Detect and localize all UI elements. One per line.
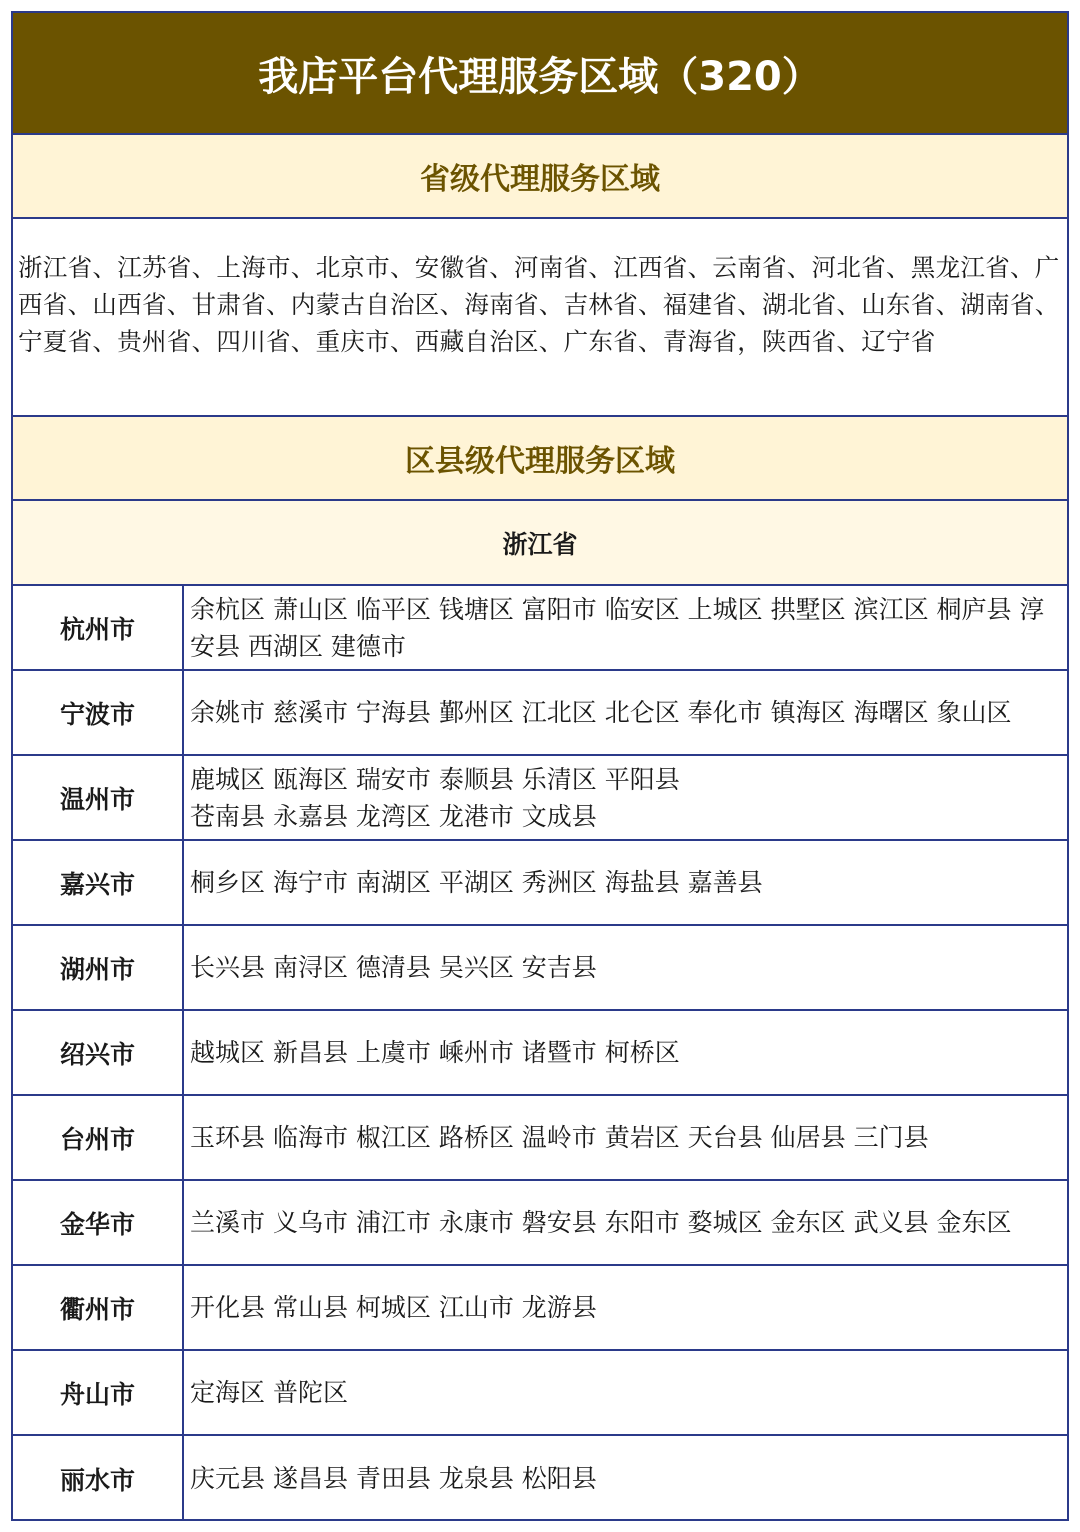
city-name: 宁波市: [13, 671, 184, 754]
table-row: [13, 671, 1067, 756]
district-text: 越城区 新昌县 上虞市 嵊州市 诸暨市 柯桥区: [190, 1038, 680, 1067]
city-name: 衢州市: [13, 1266, 184, 1349]
district-text: 兰溪市 义乌市 浦江市 永康市 磐安县 东阳市 婺城区 金东区 武义县 金东区: [190, 1208, 1012, 1237]
district-text: 庆元县 遂昌县 青田县 龙泉县 松阳县: [190, 1464, 597, 1493]
district-list: [184, 1436, 1067, 1521]
table-row: [13, 926, 1067, 1011]
provincial-section-heading: 省级代理服务区域: [13, 135, 1067, 219]
table-row: [13, 1011, 1067, 1096]
page-title: 我店平台代理服务区域（320）: [13, 13, 1067, 135]
province-heading: 浙江省: [13, 501, 1067, 586]
table-row: [13, 1436, 1067, 1521]
district-text: 余姚市 慈溪市 宁海县 鄞州区 江北区 北仑区 奉化市 镇海区 海曙区 象山区: [190, 698, 1012, 727]
district-text: 定海区 普陀区: [190, 1378, 348, 1407]
city-name: 嘉兴市: [13, 841, 184, 924]
district-list: [184, 756, 1067, 839]
city-name: 丽水市: [13, 1436, 184, 1521]
city-name: 舟山市: [13, 1351, 184, 1434]
district-list: [184, 1266, 1067, 1349]
city-name: 温州市: [13, 756, 184, 839]
table-row: [13, 1181, 1067, 1266]
table-row: [13, 1096, 1067, 1181]
city-name: 金华市: [13, 1181, 184, 1264]
district-text: 鹿城区 瓯海区 瑞安市 泰顺县 乐清区 平阳县: [190, 764, 680, 794]
table-row: [13, 841, 1067, 926]
district-text: 长兴县 南浔区 德清县 吴兴区 安吉县: [190, 953, 597, 982]
table-row: [13, 586, 1067, 671]
county-section-heading: 区县级代理服务区域: [13, 417, 1067, 501]
district-text-line2: 苍南县 永嘉县 龙湾区 龙港市 文成县: [190, 801, 597, 831]
city-name: 湖州市: [13, 926, 184, 1009]
district-text: 开化县 常山县 柯城区 江山市 龙游县: [190, 1293, 597, 1322]
district-list: [184, 841, 1067, 924]
provincial-area-list: 浙江省、江苏省、上海市、北京市、安徽省、河南省、江西省、云南省、河北省、黑龙江省、广西省、山西省、甘肃省、内蒙古自治区、海南省、吉林省、福建省、湖北省、山东省、湖南省、宁夏省、贵州省、四川省、重庆市、西藏自治区、广东省、青海省，陕西省、辽宁省: [13, 219, 1067, 417]
district-list: [184, 1011, 1067, 1094]
service-area-table: [11, 11, 1069, 1521]
city-name: 绍兴市: [13, 1011, 184, 1094]
table-row: [13, 1351, 1067, 1436]
district-list: [184, 586, 1067, 669]
table-row: [13, 1266, 1067, 1351]
city-name: 杭州市: [13, 586, 184, 669]
district-text: 玉环县 临海市 椒江区 路桥区 温岭市 黄岩区 天台县 仙居县 三门县: [190, 1123, 929, 1152]
district-list: [184, 1351, 1067, 1434]
district-list: [184, 1096, 1067, 1179]
district-list: [184, 926, 1067, 1009]
table-row: [13, 756, 1067, 841]
district-text: 余杭区 萧山区 临平区 钱塘区 富阳市 临安区 上城区 拱墅区 滨江区 桐庐县 淳安县 西湖区 建德市: [190, 594, 1045, 661]
city-name: 台州市: [13, 1096, 184, 1179]
district-text: 桐乡区 海宁市 南湖区 平湖区 秀洲区 海盐县 嘉善县: [190, 868, 763, 897]
district-list: [184, 671, 1067, 754]
district-list: [184, 1181, 1067, 1264]
